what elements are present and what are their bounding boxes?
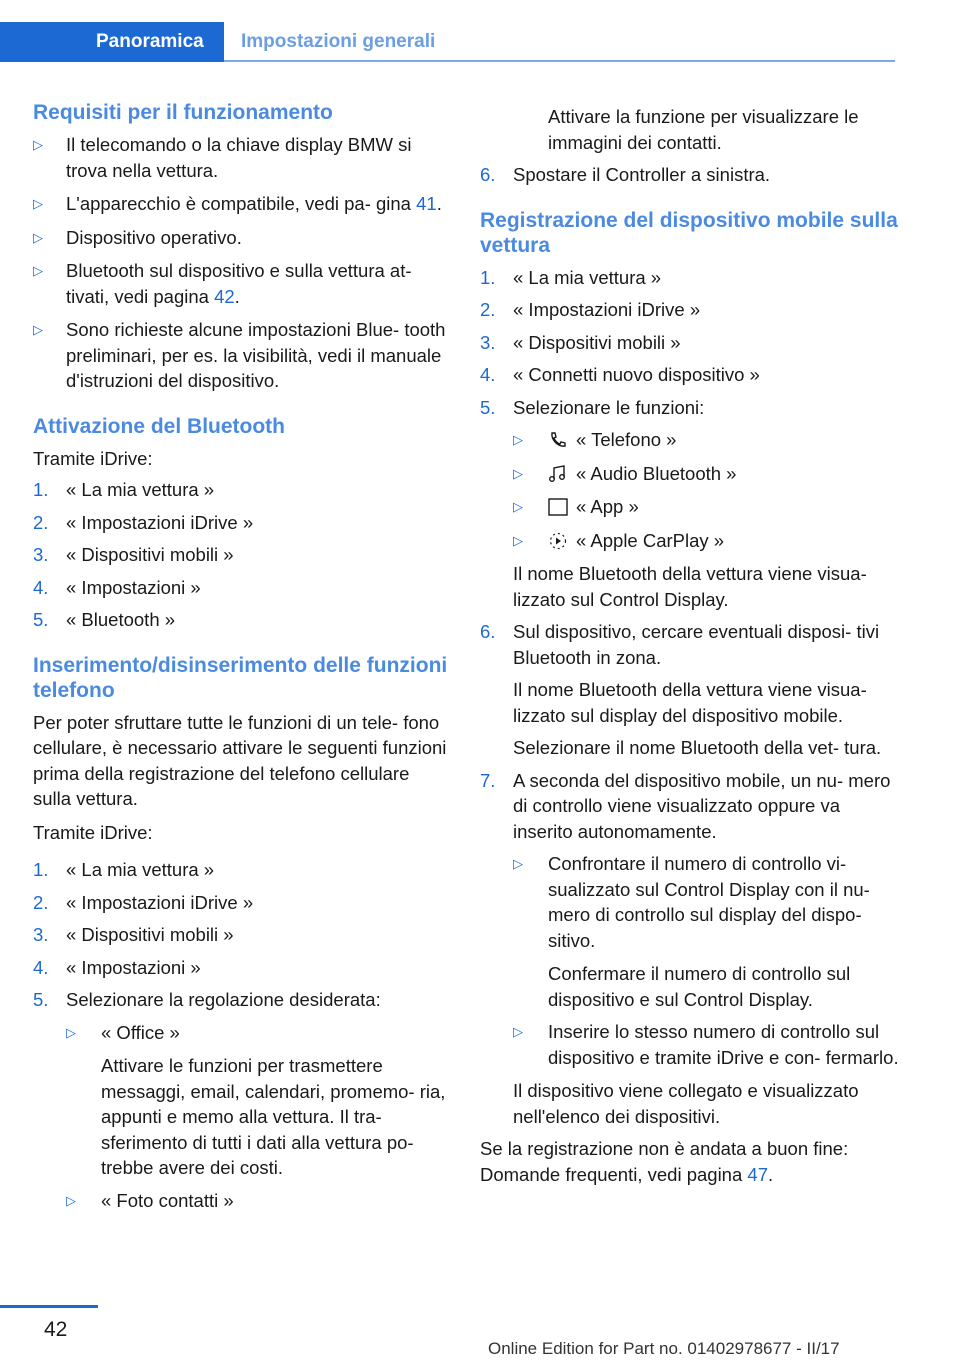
list-item: ▷ L'apparecchio è compatibile, vedi pa‐ gina 41.	[33, 191, 448, 217]
intro-text: Tramite iDrive:	[33, 447, 153, 469]
section-title-requirements: Requisiti per il funzionamento	[33, 101, 333, 124]
app-square-icon	[548, 498, 568, 516]
function-audio-bluetooth: ▷ « Audio Bluetooth »	[513, 461, 900, 487]
list-item: ▷ Dispositivo operativo.	[33, 225, 448, 251]
section-title-bluetooth: Attivazione del Bluetooth	[33, 414, 285, 438]
triangle-bullet-icon: ▷	[66, 1192, 76, 1208]
note-text: Il nome Bluetooth della vettura viene visua‐ lizzato sul display del dispositivo mobile.	[513, 679, 867, 726]
page-link[interactable]: 41	[416, 193, 437, 214]
footer-rule	[0, 1305, 98, 1308]
step-item: 1. « La mia vettura »	[33, 859, 215, 880]
edition-note: Online Edition for Part no. 01402978677 - II/17	[488, 1339, 840, 1358]
step-item: 1. « La mia vettura »	[480, 266, 662, 288]
note-text: Confermare il numero di controllo sul dispositivo e sul Control Display.	[548, 963, 851, 1010]
step-item: 3. « Dispositivi mobili »	[480, 331, 681, 353]
step-item: 4. « Impostazioni »	[33, 956, 201, 978]
page-link[interactable]: 42	[214, 285, 235, 307]
header-rule	[224, 60, 895, 62]
list-item: ▷ Il telecomando o la chiave display BMW si trova nella vettura.	[33, 134, 412, 181]
step-item: 3. « Dispositivi mobili »	[33, 544, 234, 565]
list-item: ▷ Sono richieste alcune impostazioni Blue‐ tooth preliminari, per es. la visibilità, vedi il manuale d'istruzioni del dispositivo.	[33, 319, 446, 391]
triangle-bullet-icon: ▷	[513, 465, 523, 481]
function-app: ▷ « App »	[513, 494, 900, 520]
music-note-icon	[548, 465, 568, 483]
closing-text: Se la registrazione non è andata a buon fine: Domande frequenti, vedi pagina 47.	[480, 1138, 849, 1185]
note-text: Selezionare il nome Bluetooth della vet‐ tura.	[513, 737, 882, 758]
left-column	[33, 100, 448, 1221]
step-item: 5. « Bluetooth »	[33, 609, 176, 630]
step-item: 6. Sul dispositivo, cercare eventuali disposi‐ tivi Bluetooth in zona.	[480, 621, 880, 668]
tab-panoramica[interactable]: Panoramica	[0, 22, 224, 62]
step-item: 5. Selezionare le funzioni:	[480, 396, 705, 418]
triangle-bullet-icon: ▷	[33, 263, 43, 278]
step-item: 7. A seconda del dispositivo mobile, un nu‐ mero di controllo viene visualizzato oppure va inserito autonomamente.	[480, 769, 891, 842]
triangle-bullet-icon: ▷	[513, 532, 523, 548]
step-item: 4. « Impostazioni »	[33, 576, 201, 598]
triangle-bullet-icon: ▷	[513, 1024, 523, 1039]
paragraph: Per poter sfruttare tutte le funzioni di un tele‐ fono cellulare, è necessario attivare le seguenti funzioni prima della registrazione del telefono cellulare sulla vettura.	[33, 711, 447, 809]
note-text: Il dispositivo viene collegato e visualizzato nell'elenco dei dispositivi.	[513, 1080, 859, 1127]
sub-item: ▷ Inserire lo stesso numero di controllo sul dispositivo e tramite iDrive e con‐ fermarlo.	[513, 1021, 899, 1068]
function-telefono: ▷ « Telefono »	[513, 427, 900, 453]
office-description: Attivare le funzioni per trasmettere messaggi, email, calendari, promemo‐ ria, appunti e memo alla vettura. Il tra‐ sferimento di tutti i dati alla vettura po‐ trebbe avere dei costi.	[101, 1055, 446, 1178]
photo-description: Attivare la funzione per visualizzare le immagini dei contatti.	[548, 106, 859, 153]
step-item: 2. « Impostazioni iDrive »	[33, 891, 254, 913]
triangle-bullet-icon: ▷	[33, 229, 43, 245]
page-header	[0, 22, 895, 62]
right-column	[480, 104, 900, 1187]
page-number: 42	[44, 1318, 68, 1341]
step-item: 5. Selezionare la regolazione desiderata:	[33, 989, 381, 1010]
list-item: ▷ Bluetooth sul dispositivo e sulla vettura at‐ tivati, vedi pagina 42.	[33, 260, 412, 307]
section-title-phone-functions: Inserimento/disinserimento delle funzioni telefono	[33, 653, 448, 702]
triangle-bullet-icon: ▷	[513, 856, 523, 871]
triangle-bullet-icon: ▷	[33, 137, 43, 152]
triangle-bullet-icon: ▷	[33, 196, 43, 211]
phone-icon	[548, 431, 568, 449]
triangle-bullet-icon: ▷	[513, 432, 523, 447]
step-item: 4. « Connetti nuovo dispositivo »	[480, 364, 760, 385]
section-title-registration: Registrazione del dispositivo mobile sulla vettura	[480, 208, 898, 257]
sub-item-office: ▷ « Office »	[66, 1020, 448, 1046]
sub-item-photo: ▷ « Foto contatti »	[66, 1188, 448, 1214]
intro-text: Tramite iDrive:	[33, 821, 153, 843]
note-text: Il nome Bluetooth della vettura viene visua‐ lizzato sul Control Display.	[513, 563, 867, 610]
page-link[interactable]: 47	[747, 1163, 768, 1185]
step-item: 1. « La mia vettura »	[33, 479, 215, 500]
carplay-play-icon	[548, 532, 568, 550]
step-item: 2. « Impostazioni iDrive »	[480, 299, 701, 320]
triangle-bullet-icon: ▷	[66, 1024, 76, 1040]
function-apple-carplay: ▷ « Apple CarPlay »	[513, 528, 900, 554]
triangle-bullet-icon: ▷	[33, 322, 43, 337]
tab-impostazioni-generali[interactable]: Impostazioni generali	[241, 31, 436, 52]
step-item: 3. « Dispositivi mobili »	[33, 924, 234, 945]
triangle-bullet-icon: ▷	[513, 499, 523, 514]
sub-item: ▷ Confrontare il numero di controllo vi‐ sualizzato sul Control Display con il nu‐ mero di controllo sul display del dispo‐ sitivo.	[513, 853, 870, 951]
step-item: 2. « Impostazioni iDrive »	[33, 511, 254, 533]
step-item: 6. Spostare il Controller a sinistra.	[480, 164, 771, 185]
